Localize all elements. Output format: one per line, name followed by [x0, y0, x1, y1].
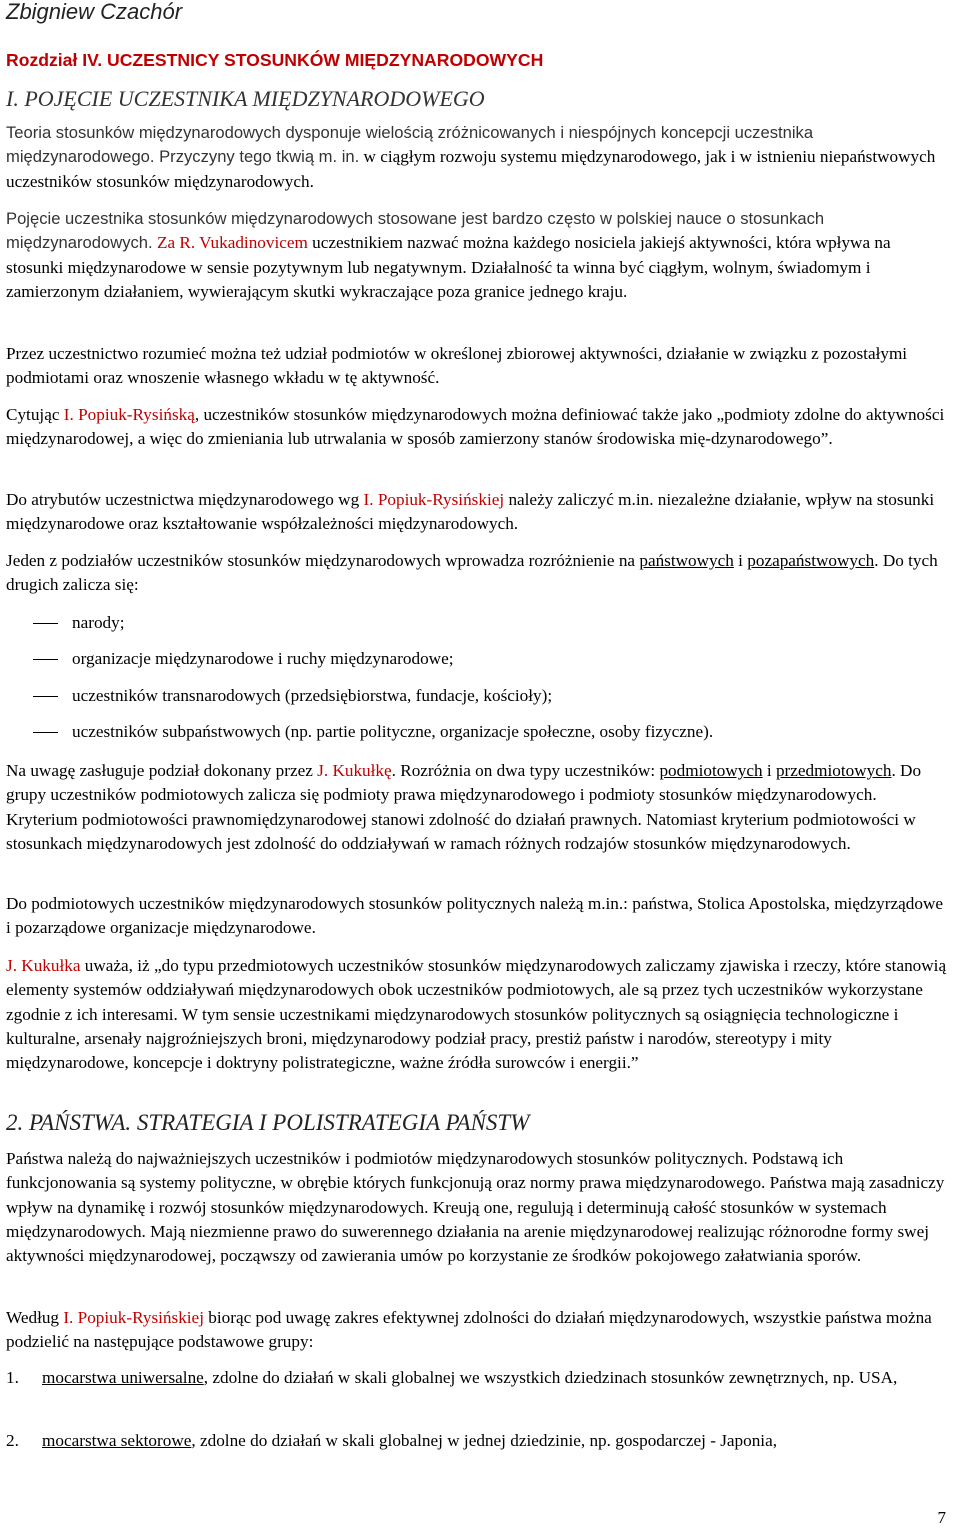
p4-a: Cytując — [6, 405, 64, 424]
p6-term-1: państwowych — [639, 551, 734, 570]
item-number: 2. — [6, 1431, 19, 1450]
dash-marker — [33, 659, 58, 660]
paragraph-3: Przez uczestnictwo rozumieć można też udział podmiotów w określonej zbiorowej aktywności, działanie w związku z pozostałymi podmiotami oraz wnoszenie własnego wkładu w tę aktywność. — [6, 344, 908, 388]
item-number: 1. — [6, 1368, 19, 1387]
bullet-text: narody; — [72, 613, 125, 632]
paragraph-4 — [6, 403, 950, 452]
paragraph-10: Państwa należą do najważniejszych uczestników i podmiotów międzynarodowych stosunków politycznych. Podstawą ich funkcjonowania są systemy polityczne, w obrębie których funkcjonują oraz normy prawa międzynarodowego. Państwa mają zasadniczy wpływ na dynamikę i rozwój stosunków międzynarodowych. Kreują one, regulują i determinują całość stosunków w systemach międzynarodowych. Mają niezmienne prawo do suwerennego działania na arenie międzynarodowej realizując różnorodne formy swej aktywności międzynarodowej, począwszy od zawierania umów po korzystanie ze środków pokojowego załatwiania sporów. — [6, 1149, 945, 1266]
p11-ref: I. Popiuk-Rysińskiej — [63, 1308, 204, 1327]
chapter-title: Rozdział IV. UCZESTNICY STOSUNKÓW MIĘDZYNARODOWYCH — [6, 50, 544, 70]
paragraph-6 — [6, 549, 950, 598]
p5-ref: I. Popiuk-Rysińskiej — [363, 490, 505, 509]
item-desc: , zdolne do działań w skali globalnej w jednej dziedzinie, np. gospodarczej - Japonia, — [191, 1431, 778, 1450]
section-heading-1: I. POJĘCIE UCZESTNIKA MIĘDZYNARODOWEGO — [6, 86, 485, 111]
p1-sans: Teoria stosunków międzynarodowych dysponuje wielością zróżnicowanych i niespójnych koncepcji uczestnika międzynarodowego. Przyczyny tego tkwią m. in. — [6, 123, 814, 167]
author: Zbigniew Czachór — [6, 0, 183, 24]
p5-c: należy zaliczyć m.in. niezależne działanie, wpływ na stosunki międzynarodowe oraz kształtowanie współzależności międzynarodowych. — [6, 490, 935, 534]
paragraph-2 — [6, 207, 950, 304]
paragraph-5 — [6, 488, 950, 537]
p2-sans: Pojęcie uczestnika stosunków międzynarodowych stosowane jest bardzo często w polskiej nauce o stosunkach międzynarodowych. — [6, 209, 825, 253]
paragraph-11 — [6, 1306, 950, 1355]
section-heading-2: 2. PAŃSTWA. STRATEGIA I POLISTRATEGIA PAŃSTW — [6, 1110, 530, 1135]
item-term: mocarstwa uniwersalne — [42, 1368, 204, 1387]
dash-marker — [33, 623, 58, 624]
paragraph-8: Do podmiotowych uczestników międzynarodowych stosunków politycznych należą m.in.: państwa, Stolica Apostolska, międzyrządowe i pozarządowe organizacje międzynarodowe. — [6, 894, 943, 938]
p2-ref: Za R. Vukadinovicem — [152, 233, 308, 253]
p11-a: Według — [6, 1308, 64, 1327]
p7-g: . Do grupy uczestników podmiotowych zalicza się podmioty prawa międzynarodowego i podmioty stosunków międzynarodowych. Kryterium podmiotowości prawnomiędzynarodowej stanowi zdolność do działań prawnych. Natomiast kryterium podmiotowości w stosunkach międzynarodowych jest zdolność do oddziaływań w ramach różnych rodzajów stosunków międzynarodowych. — [6, 761, 922, 853]
p2-rest: uczestnikiem nazwać można każdego nosiciela jakiejś aktywności, która wpływa na stosunki międzynarodowe w sensie pozytywnym lub negatywnym. Działalność ta winna być ciągłym, wolnym, świadomym i zamierzonym działaniem, wywierającym skutki wykraczające poza granice jednego kraju. — [6, 233, 891, 301]
paragraph-1 — [6, 121, 950, 194]
page-number: 7 — [937, 1508, 946, 1527]
p7-term-1: podmiotowych — [659, 761, 763, 780]
p9-ref: J. Kukułka — [6, 956, 81, 975]
p1-rest: w ciągłym rozwoju systemu międzynarodowego, jak i w istnieniu niepaństwowych uczestników stosunków międzynarodowych. — [6, 147, 936, 191]
bullet-text: uczestników subpaństwowych (np. partie polityczne, organizacje społeczne, osoby fizyczne). — [72, 722, 714, 741]
p7-ref: J. Kukułkę — [317, 761, 392, 780]
bullet-text: organizacje międzynarodowe i ruchy międzynarodowe; — [72, 649, 454, 668]
paragraph-7 — [6, 759, 950, 856]
item-text — [42, 1366, 950, 1390]
p9-b: uważa, iż „do typu przedmiotowych uczestników stosunków międzynarodowych zaliczamy zjawiska i rzeczy, które stanowią elementy systemów oddziaływań międzynarodowych obok uczestników podmiotowych, ale są przez tych uczestników wykorzystane zgodnie z ich interesami. W tym sensie uczestnikami międzynarodowych stosunków politycznych są osiągnięcia technologiczne i kulturalne, arsenały najgroźniejszych broni, międzynarodowy podział pracy, prestiż państw i narodów, stereotypy i mity międzynarodowe, koncepcje i doktryny polistrategiczne, ważne źródła surowców i energii.” — [6, 956, 947, 1073]
paragraph-9 — [6, 954, 950, 1075]
p11-c: biorąc pod uwagę zakres efektywnej zdolności do działań międzynarodowych, wszystkie państwa można podzielić na następujące podstawowe grupy: — [6, 1308, 932, 1352]
p7-c: . Rozróżnia on dwa typy uczestników: — [391, 761, 660, 780]
p6-e: . Do tych drugich zalicza się: — [6, 551, 938, 595]
dash-marker — [33, 732, 58, 733]
p7-a: Na uwagę zasługuje podział dokonany przez — [6, 761, 318, 780]
item-text — [42, 1429, 950, 1453]
p6-c: i — [733, 551, 748, 570]
p5-a: Do atrybutów uczestnictwa międzynarodowego wg — [6, 490, 364, 509]
p4-ref: I. Popiuk-Rysińską — [63, 405, 195, 424]
p6-a: Jeden z podziałów uczestników stosunków międzynarodowych wprowadza rozróżnienie na — [6, 551, 640, 570]
dash-marker — [33, 696, 58, 697]
p6-term-2: pozapaństwowych — [747, 551, 875, 570]
p7-term-2: przedmiotowych — [775, 761, 892, 780]
bullet-text: uczestników transnarodowych (przedsiębiorstwa, fundacje, kościoły); — [72, 686, 553, 705]
item-desc: , zdolne do działań w skali globalnej we wszystkich dziedzinach stosunków zewnętrznych, np. USA, — [203, 1368, 898, 1387]
item-term: mocarstwa sektorowe — [42, 1431, 192, 1450]
p4-c: , uczestników stosunków międzynarodowych można definiować także jako „podmioty zdolne do aktywności międzynarodowej, a więc do zmieniania lub utrwalania w sposób zamierzony stanów środowiska mię-dzynarodowego”. — [6, 405, 945, 449]
p7-e: i — [762, 761, 776, 780]
